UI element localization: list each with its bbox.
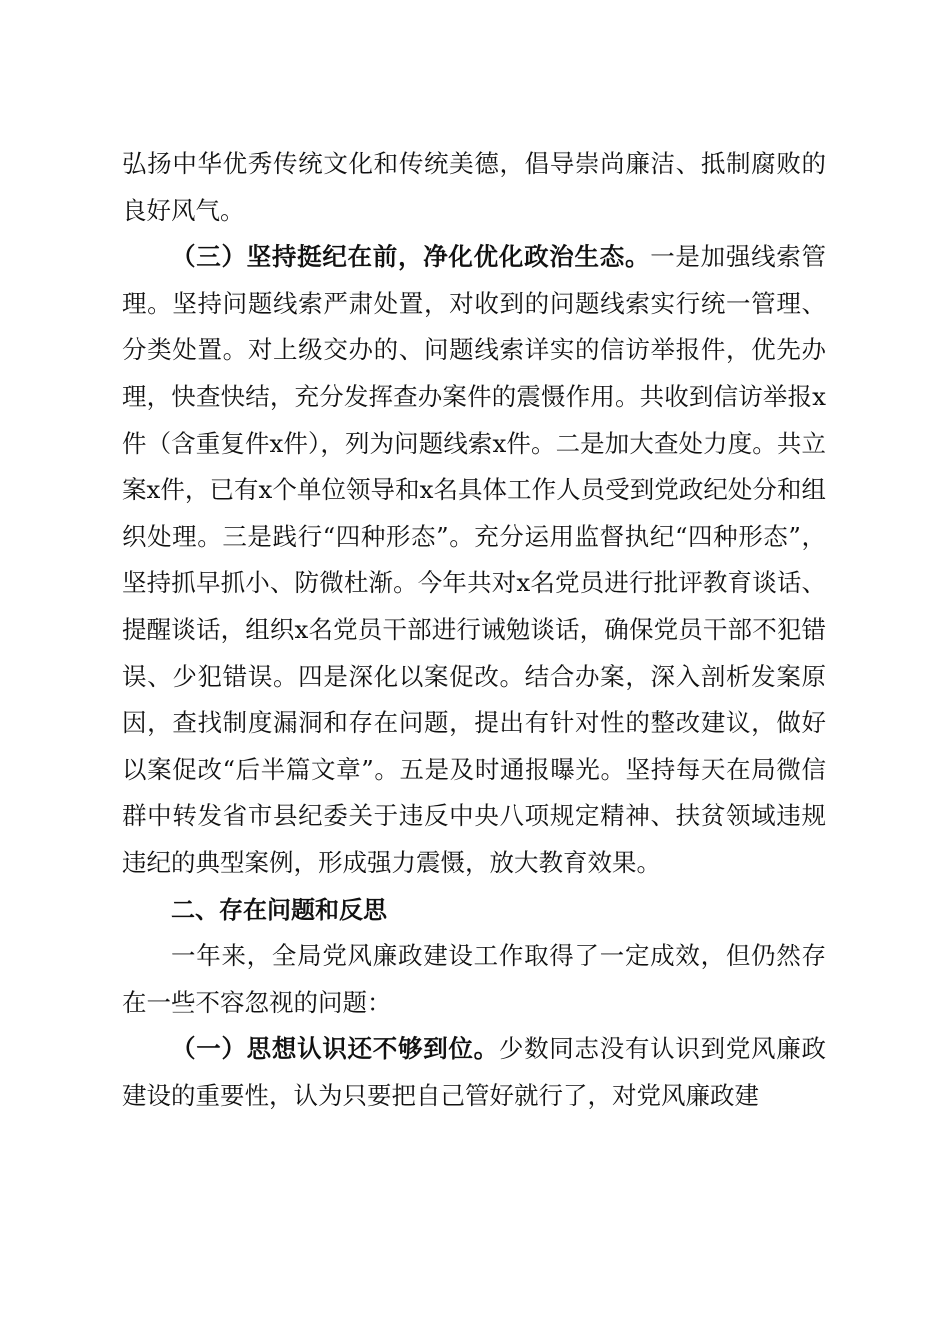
section-3-body: 一是加强线索管理。坚持问题线索严肃处置，对收到的问题线索实行统一管理、分类处置。对上级交办的、问题线索详实的信访举报件，优先办理，快查快结，充分发挥查办案件的震慑作用。共收到信访举报x件（含重复件x件），列为问题线索x件。二是加大查处力度。共立案x件，已有x个单位领导和x名具体工作人员受到党政纪处分和组织处理。三是践行“四种形态”。充分运用监督执纪“四种形态”，坚持抓早抓小、防微杜渐。今年共对x名党员进行批评教育谈话、提醒谈话，组织x名党员干部进行诫勉谈话，确保党员干部不犯错误、少犯错误。四是深化以案促改。结合办案，深入剖析发案原因，查找制度漏洞和存在问题，提出有针对性的整改建议，做好以案促改“后半篇文章”。五是及时通报曝光。坚持每天在局微信群中转发省市县纪委关于违反中央八项规定精神、扶贫领域违规违纪的典型案例，形成强力震慑，放大教育效果。 — [122, 242, 827, 877]
paragraph-text: 弘扬中华优秀传统文化和传统美德，倡导崇尚廉洁、抵制腐败的良好风气。 — [122, 149, 826, 225]
paragraph-continuation — [122, 141, 826, 234]
heading-problems-reflection: 二、存在问题和反思 — [171, 895, 387, 924]
issue-1-lead: （一）思想认识还不够到位。 — [171, 1034, 499, 1064]
intro-text: 一年来，全局党风廉政建设工作取得了一定成效，但仍然存在一些不容忽视的问题： — [122, 941, 826, 1017]
paragraph-intro — [122, 933, 826, 1026]
paragraph-section-3 — [122, 234, 826, 886]
document-body — [122, 141, 826, 1119]
paragraph-issue-1 — [122, 1026, 826, 1119]
section-3-lead: （三）坚持挺纪在前，净化优化政治生态。 — [171, 242, 651, 272]
issue-1-body: 少数同志没有认识到党风廉政建设的重要性，认为只要把自己管好就行了，对党风廉政建 — [122, 1034, 826, 1110]
